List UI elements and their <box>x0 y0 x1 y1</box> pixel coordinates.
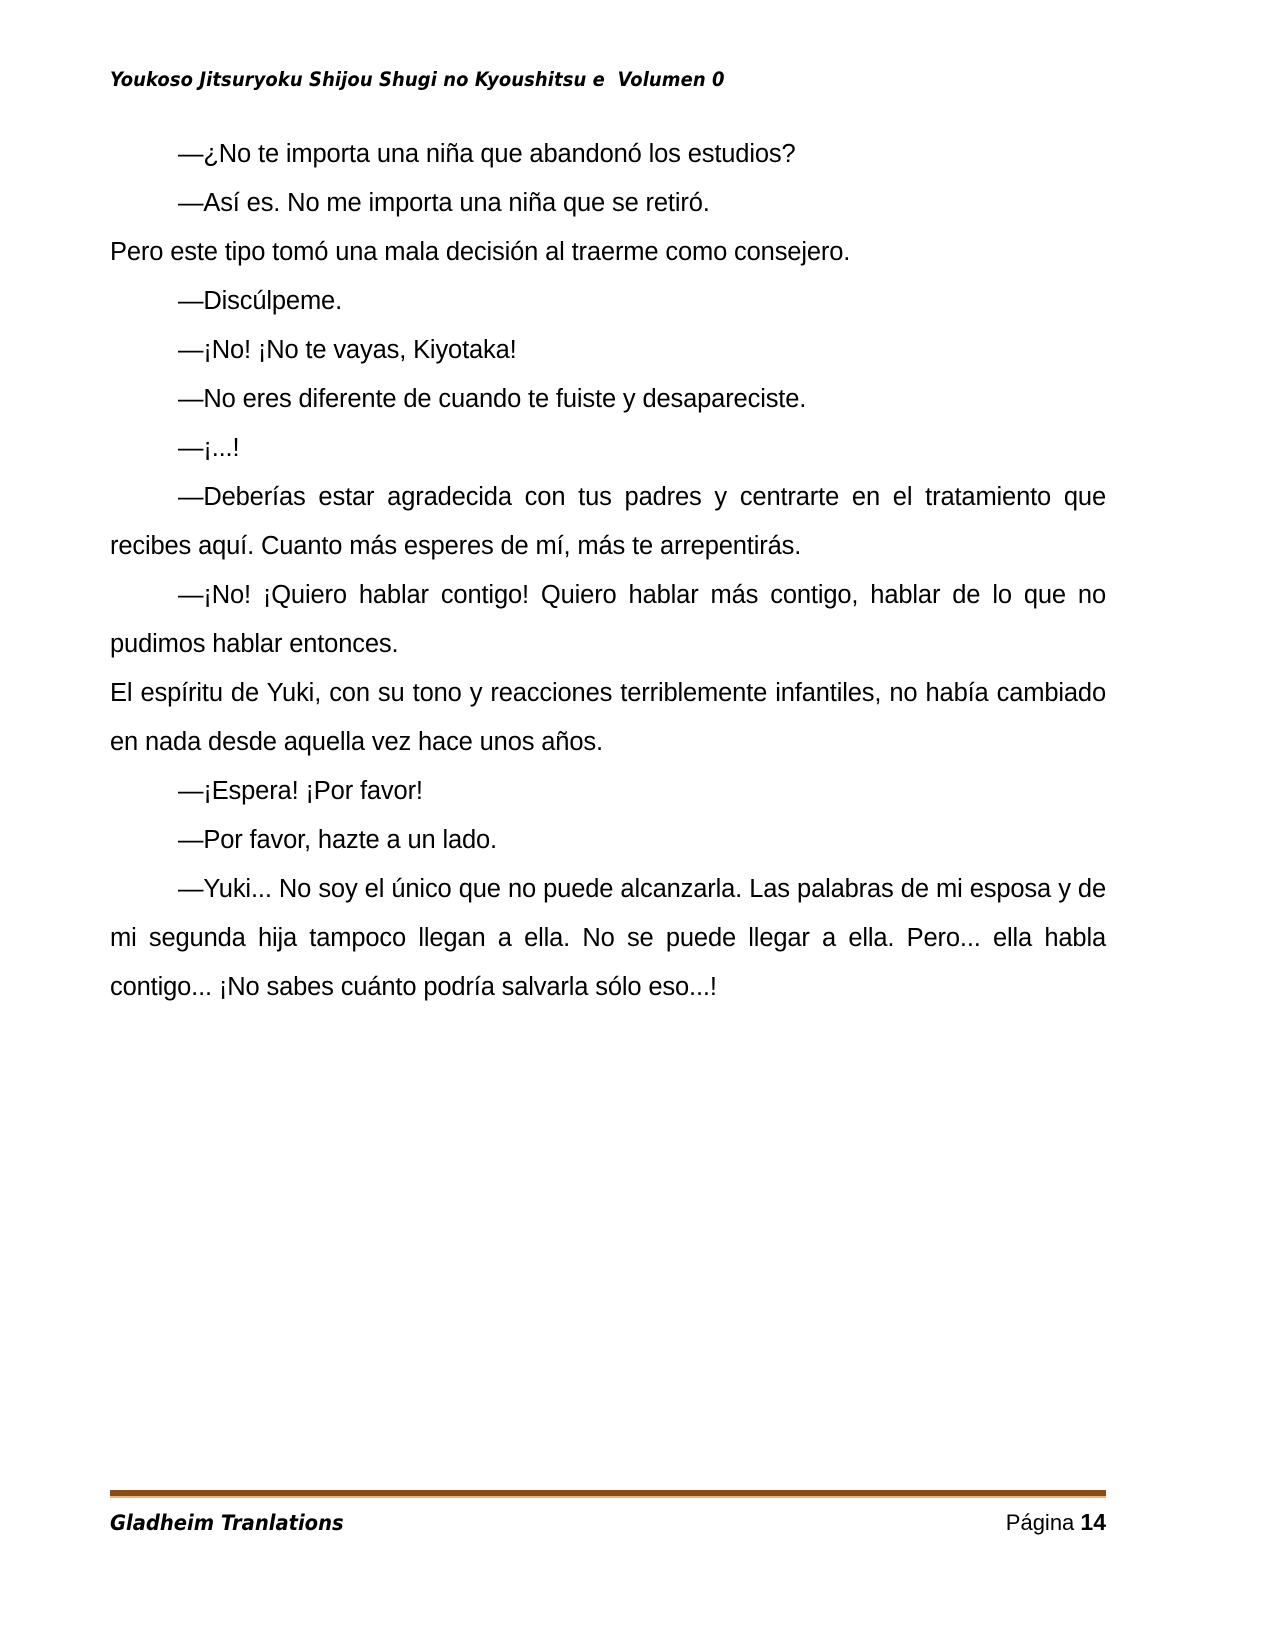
paragraph-dialogue: —Deberías estar agradecida con tus padres y centrarte en el tratamiento que recibes aquí. Cuanto más esperes de mí, más te arrepentirás. <box>110 483 1106 560</box>
paragraph-dialogue: —Yuki... No soy el único que no puede alcanzarla. Las palabras de mi esposa y de mi segunda hija tampoco llegan a ella. No se puede llegar a ella. Pero... ella habla contigo... ¡No sabes cuánto podría salvarla sólo eso...! <box>110 875 1106 1001</box>
paragraph-dialogue: —Por favor, hazte a un lado. <box>178 826 497 854</box>
paragraph-dialogue: —¡...! <box>178 434 240 462</box>
paragraph-dialogue: —¡Espera! ¡Por favor! <box>178 777 423 805</box>
footer-page-number: 14 <box>1080 1509 1106 1535</box>
footer-page-label: Página <box>1005 1510 1081 1535</box>
document-body <box>110 130 1106 1012</box>
paragraph-narration: Pero este tipo tomó una mala decisión al traerme como consejero. <box>110 238 851 266</box>
footer-page-indicator <box>1006 1509 1106 1536</box>
page-footer <box>110 1490 1106 1536</box>
header-title: Youkoso Jitsuryoku Shijou Shugi no Kyoushitsu e Volumen 0 <box>110 68 725 91</box>
footer-row <box>110 1509 1106 1536</box>
paragraph-dialogue: —No eres diferente de cuando te fuiste y desapareciste. <box>178 385 807 413</box>
paragraph-dialogue: —Así es. No me importa una niña que se retiró. <box>178 189 710 217</box>
paragraph-dialogue: —Discúlpeme. <box>178 287 342 315</box>
paragraph-dialogue: —¿No te importa una niña que abandonó los estudios? <box>178 140 796 168</box>
footer-brand: Gladheim Tranlations <box>110 1511 344 1535</box>
footer-divider <box>110 1490 1106 1498</box>
paragraph-dialogue: —¡No! ¡No te vayas, Kiyotaka! <box>178 336 517 364</box>
paragraph-narration: El espíritu de Yuki, con su tono y reacciones terriblemente infantiles, no había cambiado en nada desde aquella vez hace unos años. <box>110 679 1106 756</box>
paragraph-dialogue: —¡No! ¡Quiero hablar contigo! Quiero hablar más contigo, hablar de lo que no pudimos hablar entonces. <box>110 581 1106 658</box>
page-header <box>110 68 1110 102</box>
